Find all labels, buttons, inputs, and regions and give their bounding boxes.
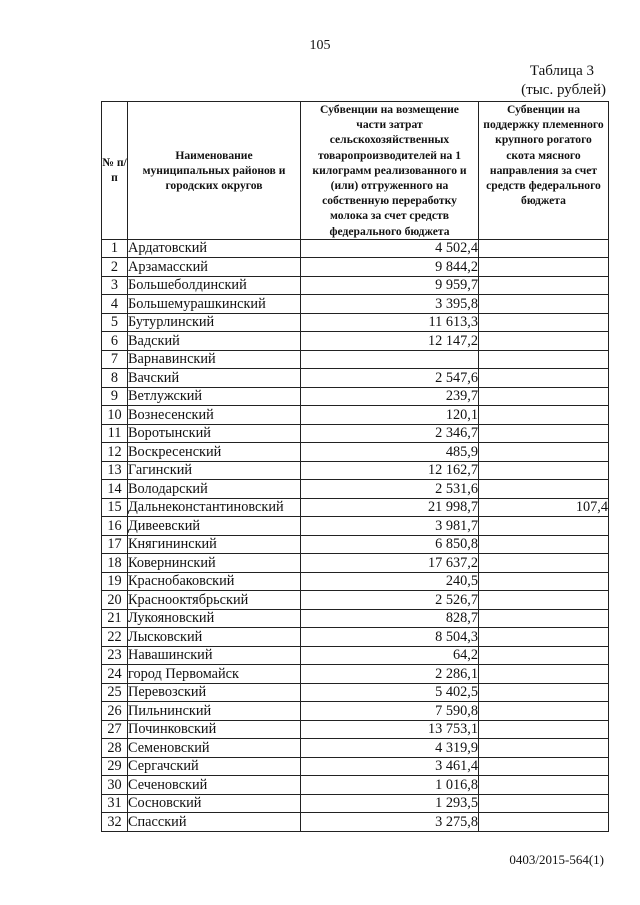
row-number: 13 — [102, 461, 128, 480]
milk-subsidy-value: 21 998,7 — [301, 498, 479, 517]
table-row — [102, 572, 609, 591]
row-number: 15 — [102, 498, 128, 517]
milk-subsidy-value: 828,7 — [301, 609, 479, 628]
beef-subsidy-value — [479, 313, 609, 332]
beef-subsidy-value — [479, 461, 609, 480]
page-number: 105 — [309, 38, 331, 53]
row-number: 8 — [102, 369, 128, 388]
milk-subsidy-value: 9 844,2 — [301, 258, 479, 277]
district-name: Сергачский — [128, 757, 301, 776]
district-name: Ковернинский — [128, 554, 301, 573]
table-row — [102, 517, 609, 536]
row-number: 3 — [102, 276, 128, 295]
district-name: Княгининский — [128, 535, 301, 554]
milk-subsidy-value: 4 502,4 — [301, 239, 479, 258]
table-row — [102, 720, 609, 739]
milk-subsidy-value: 240,5 — [301, 572, 479, 591]
beef-subsidy-value — [479, 739, 609, 758]
header-beef-subsidy: Субвенции на поддержку племенного крупного рогатого скота мясного направления за счет средств федерального бюджета — [479, 102, 609, 240]
district-name: Володарский — [128, 480, 301, 499]
milk-subsidy-value: 13 753,1 — [301, 720, 479, 739]
milk-subsidy-value: 5 402,5 — [301, 683, 479, 702]
table-row — [102, 443, 609, 462]
table-row — [102, 702, 609, 721]
milk-subsidy-value: 2 346,7 — [301, 424, 479, 443]
milk-subsidy-value: 64,2 — [301, 646, 479, 665]
beef-subsidy-value — [479, 813, 609, 832]
district-name: Лукояновский — [128, 609, 301, 628]
beef-subsidy-value — [479, 443, 609, 462]
table-row — [102, 535, 609, 554]
district-name: Вачский — [128, 369, 301, 388]
milk-subsidy-value: 3 275,8 — [301, 813, 479, 832]
beef-subsidy-value: 107,4 — [479, 498, 609, 517]
milk-subsidy-value: 2 286,1 — [301, 665, 479, 684]
beef-subsidy-value — [479, 350, 609, 369]
district-name: Ветлужский — [128, 387, 301, 406]
milk-subsidy-value: 7 590,8 — [301, 702, 479, 721]
milk-subsidy-value: 3 395,8 — [301, 295, 479, 314]
table-row — [102, 683, 609, 702]
milk-subsidy-value: 1 016,8 — [301, 776, 479, 795]
row-number: 26 — [102, 702, 128, 721]
row-number: 5 — [102, 313, 128, 332]
district-name: Воротынский — [128, 424, 301, 443]
beef-subsidy-value — [479, 535, 609, 554]
table-row — [102, 665, 609, 684]
milk-subsidy-value: 12 162,7 — [301, 461, 479, 480]
table-row — [102, 313, 609, 332]
row-number: 29 — [102, 757, 128, 776]
district-name: Бутурлинский — [128, 313, 301, 332]
milk-subsidy-value: 9 959,7 — [301, 276, 479, 295]
beef-subsidy-value — [479, 239, 609, 258]
header-name: Наименование муниципальных районов и городских округов — [128, 102, 301, 240]
table-row — [102, 739, 609, 758]
row-number: 10 — [102, 406, 128, 425]
district-name: Вознесенский — [128, 406, 301, 425]
beef-subsidy-value — [479, 591, 609, 610]
table-row — [102, 461, 609, 480]
table-row — [102, 369, 609, 388]
table-row — [102, 554, 609, 573]
row-number: 23 — [102, 646, 128, 665]
table-row — [102, 591, 609, 610]
row-number: 21 — [102, 609, 128, 628]
row-number: 19 — [102, 572, 128, 591]
milk-subsidy-value: 3 461,4 — [301, 757, 479, 776]
table-row — [102, 794, 609, 813]
table-row — [102, 332, 609, 351]
beef-subsidy-value — [479, 628, 609, 647]
table-row — [102, 406, 609, 425]
beef-subsidy-value — [479, 609, 609, 628]
row-number: 1 — [102, 239, 128, 258]
district-name: Краснооктябрьский — [128, 591, 301, 610]
row-number: 20 — [102, 591, 128, 610]
table-row — [102, 498, 609, 517]
table-label: Таблица 3 — [529, 63, 594, 79]
milk-subsidy-value: 239,7 — [301, 387, 479, 406]
table-row — [102, 424, 609, 443]
district-name: Дивеевский — [128, 517, 301, 536]
row-number: 7 — [102, 350, 128, 369]
row-number: 31 — [102, 794, 128, 813]
beef-subsidy-value — [479, 332, 609, 351]
row-number: 4 — [102, 295, 128, 314]
district-name: Арзамасский — [128, 258, 301, 277]
table-row — [102, 776, 609, 795]
district-name: Воскресенский — [128, 443, 301, 462]
beef-subsidy-value — [479, 720, 609, 739]
beef-subsidy-value — [479, 554, 609, 573]
district-name: Сосновский — [128, 794, 301, 813]
header-milk-subsidy: Субвенции на возмещение части затрат сельскохозяйственных товаропроизводителей на 1 килограмм реализованного и (или) отгруженного на собственную переработку молока за счет средств федерального бюджета — [301, 102, 479, 240]
table-body — [102, 239, 609, 831]
table-row — [102, 276, 609, 295]
header-num: № п/п — [102, 102, 128, 240]
district-name: Краснобаковский — [128, 572, 301, 591]
milk-subsidy-value: 11 613,3 — [301, 313, 479, 332]
district-name: Вадский — [128, 332, 301, 351]
beef-subsidy-value — [479, 276, 609, 295]
district-name: Дальнеконстантиновский — [128, 498, 301, 517]
table-row — [102, 258, 609, 277]
beef-subsidy-value — [479, 776, 609, 795]
milk-subsidy-value: 12 147,2 — [301, 332, 479, 351]
district-name: город Первомайск — [128, 665, 301, 684]
document-code: 0403/2015-564(1) — [509, 852, 604, 867]
district-name: Ардатовский — [128, 239, 301, 258]
milk-subsidy-value: 2 531,6 — [301, 480, 479, 499]
row-number: 18 — [102, 554, 128, 573]
district-name: Сеченовский — [128, 776, 301, 795]
beef-subsidy-value — [479, 295, 609, 314]
row-number: 32 — [102, 813, 128, 832]
beef-subsidy-value — [479, 480, 609, 499]
units-label: (тыс. рублей) — [521, 82, 606, 98]
row-number: 12 — [102, 443, 128, 462]
beef-subsidy-value — [479, 665, 609, 684]
table-row — [102, 813, 609, 832]
table-row — [102, 480, 609, 499]
beef-subsidy-value — [479, 683, 609, 702]
milk-subsidy-value: 1 293,5 — [301, 794, 479, 813]
row-number: 14 — [102, 480, 128, 499]
district-name: Спасский — [128, 813, 301, 832]
beef-subsidy-value — [479, 517, 609, 536]
row-number: 22 — [102, 628, 128, 647]
table-row — [102, 295, 609, 314]
beef-subsidy-value — [479, 794, 609, 813]
table-row — [102, 387, 609, 406]
row-number: 30 — [102, 776, 128, 795]
district-name: Гагинский — [128, 461, 301, 480]
row-number: 16 — [102, 517, 128, 536]
row-number: 25 — [102, 683, 128, 702]
table-row — [102, 609, 609, 628]
table-row — [102, 350, 609, 369]
milk-subsidy-value: 2 547,6 — [301, 369, 479, 388]
table-row — [102, 646, 609, 665]
milk-subsidy-value: 3 981,7 — [301, 517, 479, 536]
district-name: Семеновский — [128, 739, 301, 758]
milk-subsidy-value: 17 637,2 — [301, 554, 479, 573]
district-name: Починковский — [128, 720, 301, 739]
table-header-row — [102, 102, 609, 240]
beef-subsidy-value — [479, 387, 609, 406]
milk-subsidy-value: 120,1 — [301, 406, 479, 425]
beef-subsidy-value — [479, 757, 609, 776]
beef-subsidy-value — [479, 406, 609, 425]
milk-subsidy-value: 4 319,9 — [301, 739, 479, 758]
beef-subsidy-value — [479, 424, 609, 443]
beef-subsidy-value — [479, 646, 609, 665]
row-number: 6 — [102, 332, 128, 351]
district-name: Пильнинский — [128, 702, 301, 721]
milk-subsidy-value: 6 850,8 — [301, 535, 479, 554]
table-row — [102, 757, 609, 776]
row-number: 28 — [102, 739, 128, 758]
beef-subsidy-value — [479, 702, 609, 721]
row-number: 11 — [102, 424, 128, 443]
beef-subsidy-value — [479, 258, 609, 277]
district-name: Большеболдинский — [128, 276, 301, 295]
beef-subsidy-value — [479, 572, 609, 591]
district-name: Лысковский — [128, 628, 301, 647]
district-name: Навашинский — [128, 646, 301, 665]
row-number: 24 — [102, 665, 128, 684]
table-row — [102, 628, 609, 647]
table-row — [102, 239, 609, 258]
district-name: Большемурашкинский — [128, 295, 301, 314]
milk-subsidy-value: 2 526,7 — [301, 591, 479, 610]
row-number: 2 — [102, 258, 128, 277]
row-number: 17 — [102, 535, 128, 554]
row-number: 27 — [102, 720, 128, 739]
milk-subsidy-value — [301, 350, 479, 369]
milk-subsidy-value: 485,9 — [301, 443, 479, 462]
subsidy-table — [101, 101, 609, 832]
district-name: Варнавинский — [128, 350, 301, 369]
beef-subsidy-value — [479, 369, 609, 388]
district-name: Перевозский — [128, 683, 301, 702]
row-number: 9 — [102, 387, 128, 406]
milk-subsidy-value: 8 504,3 — [301, 628, 479, 647]
